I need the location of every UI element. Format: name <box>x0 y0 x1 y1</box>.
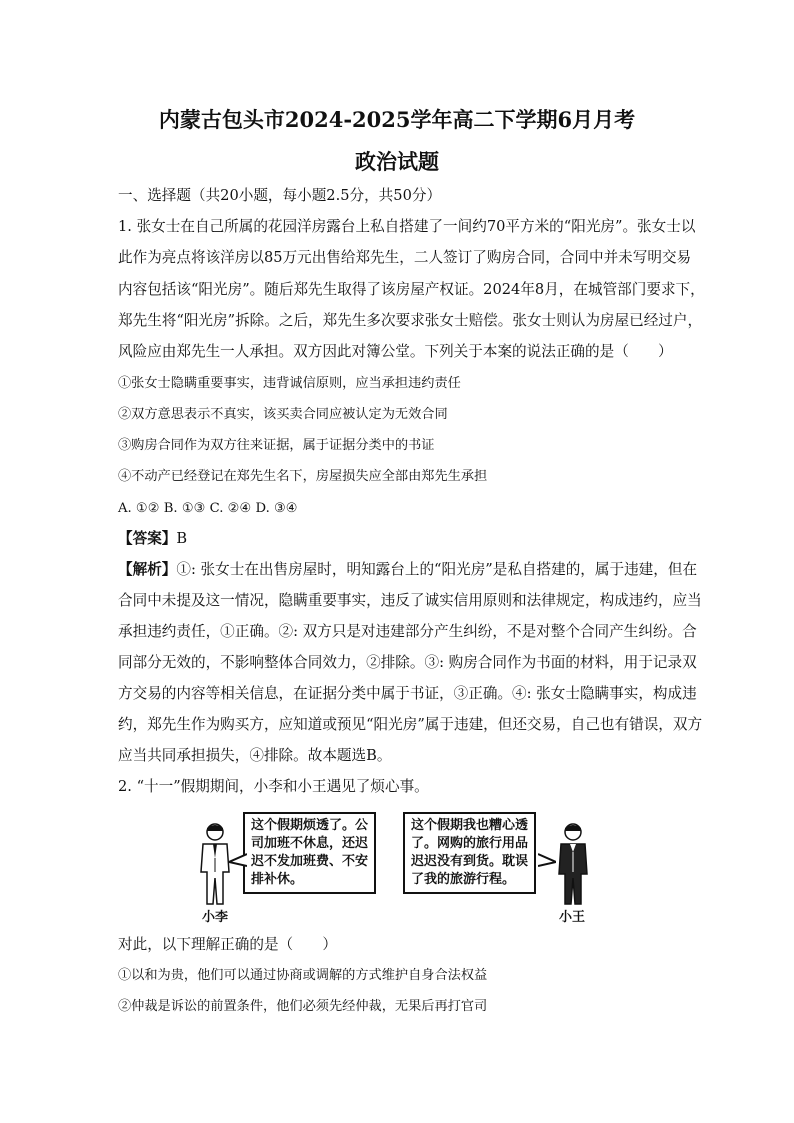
q1-analysis-line: 同部分无效的，不影响整体合同效力，②排除。③: 购房合同作为书面的材料，用于记录双 <box>118 654 697 671</box>
q1-stem-line: 风险应由郑先生一人承担。双方因此对簿公堂。下列关于本案的说法正确的是（ ） <box>118 343 673 360</box>
bubble-line: 这个假期烦透了。公 <box>251 818 369 833</box>
left-bubble-tail <box>229 852 247 868</box>
q1-analysis-line <box>118 560 697 580</box>
right-person-name: 小王 <box>559 910 586 925</box>
q1-stem-line: 此作为亮点将该洋房以85万元出售给郑先生，二人签订了购房合同，合同中并未写明交易 <box>118 249 692 266</box>
answer-label: 【答案】 <box>118 530 177 547</box>
left-speech-bubble <box>243 812 376 894</box>
left-person-name: 小李 <box>202 910 229 925</box>
q1-stem-line: 郑先生将“阳光房”拆除。之后，郑先生多次要求张女士赔偿。张女士则认为房屋已经过户， <box>118 312 703 329</box>
page-title: 内蒙古包头市2024-2025学年高二下学期6月月考 <box>158 107 636 132</box>
analysis-text: ①: 张女士在出售房屋时，明知露台上的“阳光房”是私自搭建的，属于违建，但在 <box>176 561 698 578</box>
q2-stem: 2. “十一”假期期间，小李和小王遇见了烦心事。 <box>118 778 429 795</box>
q1-stem-line: 内容包括该“阳光房”。随后郑先生取得了该房屋产权证。2024年8月，在城管部门要求下， <box>118 281 705 298</box>
q1-option: ③购房合同作为双方往来证据，属于证据分类中的书证 <box>118 438 435 453</box>
q1-analysis-line: 承担违约责任，①正确。②: 双方只是对违建部分产生纠纷，不是对整个合同产生纠纷。合 <box>118 623 697 640</box>
q1-stem-line: 1. 张女士在自己所属的花园洋房露台上私自搭建了一间约70平方米的“阳光房”。张女士以 <box>118 218 696 235</box>
subject-title: 政治试题 <box>355 149 439 174</box>
q1-answer <box>118 529 187 549</box>
person-xiaowang-icon <box>553 822 593 908</box>
bubble-line: 迟不发加班费、不安 <box>251 854 369 869</box>
bubble-line: 排补休。 <box>251 872 304 887</box>
section-heading: 一、选择题（共20小题，每小题2.5分，共50分） <box>118 187 442 204</box>
bubble-line: 了我的旅游行程。 <box>411 872 516 887</box>
q1-analysis-line: 方交易的内容等相关信息，在证据分类中属于书证，③正确。④: 张女士隐瞒事实，构成违 <box>118 685 697 702</box>
right-speech-bubble <box>403 812 536 894</box>
analysis-label: 【解析】 <box>118 561 177 578</box>
q1-choices: A. ①② B. ①③ C. ②④ D. ③④ <box>118 501 298 516</box>
q2-cartoon <box>195 808 595 928</box>
q1-analysis-line: 应当共同承担损失，④排除。故本题选B。 <box>118 747 392 764</box>
bubble-line: 迟迟没有到货。耽误 <box>411 854 529 869</box>
bubble-line: 这个假期我也糟心透 <box>411 818 529 833</box>
q2-question: 对此，以下理解正确的是（ ） <box>118 936 337 953</box>
q2-option: ①以和为贵，他们可以通过协商或调解的方式维护自身合法权益 <box>118 968 488 983</box>
answer-value: B <box>176 530 188 547</box>
q1-option: ①张女士隐瞒重要事实，违背诚信原则，应当承担违约责任 <box>118 376 461 391</box>
q1-option: ②双方意思表示不真实，该买卖合同应被认定为无效合同 <box>118 407 448 422</box>
q2-option: ②仲裁是诉讼的前置条件，他们必须先经仲裁，无果后再打官司 <box>118 999 488 1014</box>
bubble-line: 了。网购的旅行用品 <box>411 836 529 851</box>
q1-analysis-line: 约，郑先生作为购买方，应知道或预见“阳光房”属于违建，但还交易，自己也有错误，双方 <box>118 716 703 733</box>
bubble-line: 司加班不休息，还迟 <box>251 836 369 851</box>
q1-option: ④不动产已经登记在郑先生名下，房屋损失应全部由郑先生承担 <box>118 469 488 484</box>
q1-analysis-line: 合同中未提及这一情况，隐瞒重要事实，违反了诚实信用原则和法律规定，构成违约，应当 <box>118 592 702 609</box>
